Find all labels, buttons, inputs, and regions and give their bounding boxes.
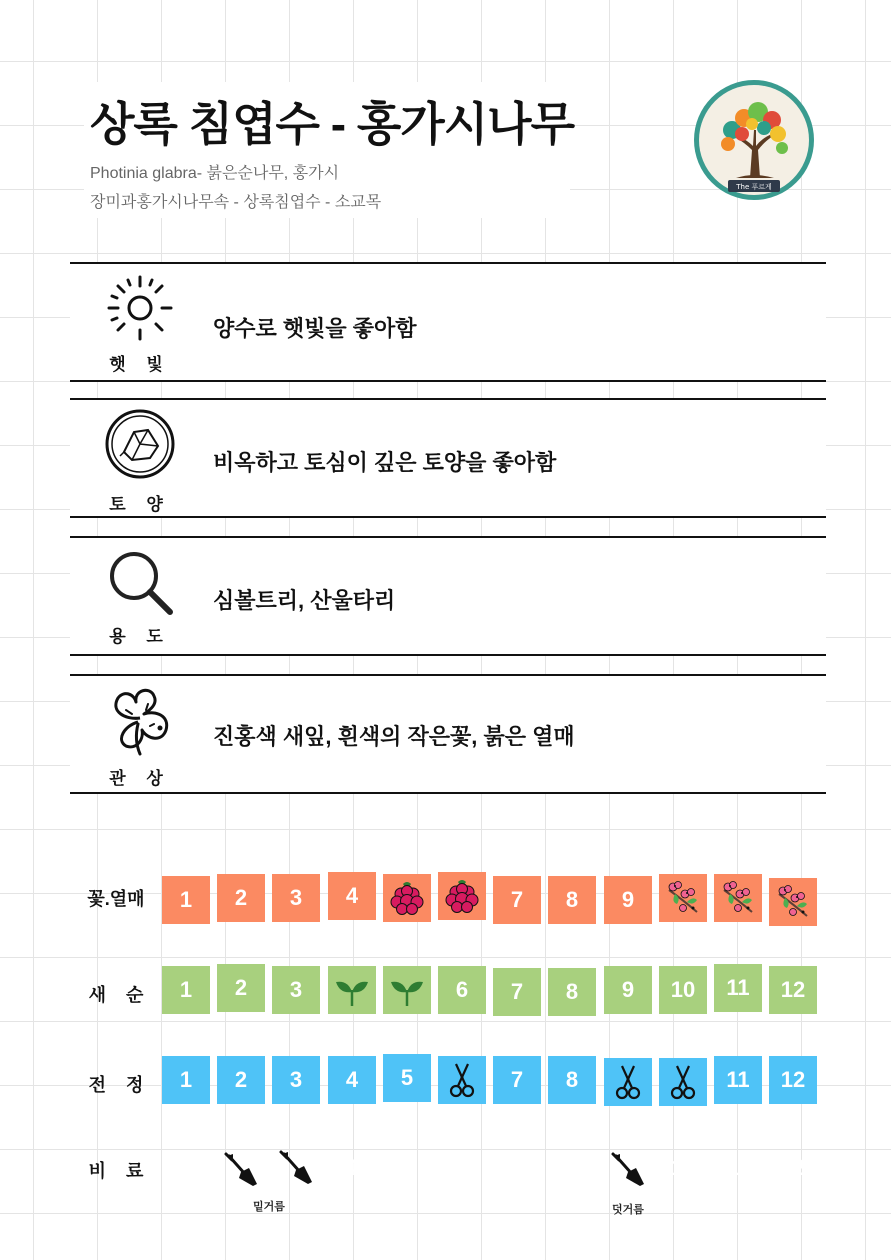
flower-month-10 — [659, 874, 707, 922]
soil-text: 비옥하고 토심이 깊은 토양을 좋아함 — [213, 450, 557, 475]
fertilize-month-9 — [604, 1146, 652, 1194]
fertilize-month-3 — [272, 1144, 320, 1192]
magnifier-icon — [104, 546, 176, 618]
sprout-month-4 — [328, 966, 376, 1014]
fertilize-month-11: 11 — [726, 1155, 750, 1180]
soil-rock-icon — [104, 408, 176, 480]
ornamental-label: 관 상 — [109, 769, 171, 788]
logo-text: The 푸르게 — [736, 183, 772, 191]
flower-month-7: 7 — [493, 876, 541, 924]
fertilize-month-1: 1 — [179, 1155, 193, 1180]
flower-month-8: 8 — [548, 876, 596, 924]
section-soil — [70, 398, 826, 518]
base-fertilizer-note: 밑거름 — [253, 1201, 285, 1213]
sprout-icon — [387, 970, 427, 1010]
sprout-month-7: 7 — [493, 968, 541, 1016]
page-title: 상록 침엽수 - 홍가시나무 — [90, 98, 575, 150]
sprout-month-8: 8 — [548, 968, 596, 1016]
flower-branch-icon — [663, 878, 703, 918]
scissors-icon — [663, 1062, 703, 1102]
prune-month-1: 1 — [162, 1056, 210, 1104]
shovel-icon — [608, 1150, 648, 1190]
row-label-fertilize: 비 료 — [88, 1161, 144, 1181]
sprout-month-10: 10 — [659, 966, 707, 1014]
classification: 장미과홍가시나무속 - 상록침엽수 - 소교목 — [90, 194, 382, 211]
flower-month-12 — [769, 878, 817, 926]
fertilize-month-7: 7 — [510, 1155, 524, 1180]
flower-month-1: 1 — [162, 876, 210, 924]
flower-month-11 — [714, 874, 762, 922]
flower-month-9: 9 — [604, 876, 652, 924]
brand-logo — [692, 78, 816, 202]
prune-month-12: 12 — [769, 1056, 817, 1104]
fertilize-month-2 — [217, 1146, 265, 1194]
section-usage — [70, 536, 826, 656]
fertilize-month-8: 8 — [565, 1155, 579, 1180]
sprout-month-1: 1 — [162, 966, 210, 1014]
sunlight-text: 양수로 햇빛을 좋아함 — [213, 316, 417, 341]
ornamental-text: 진홍색 새잎, 흰색의 작은꽃, 붉은 열매 — [213, 724, 575, 749]
flower-branch-icon — [773, 882, 813, 922]
flower-branch-icon — [718, 878, 758, 918]
sprout-month-2: 2 — [217, 964, 265, 1012]
shovel-icon — [276, 1148, 316, 1188]
prune-month-6 — [438, 1056, 486, 1104]
section-ornamental — [70, 674, 826, 794]
top-dressing-note: 덧거름 — [612, 1204, 644, 1216]
fertilize-month-4: 4 — [345, 1155, 359, 1180]
scientific-name: Photinia glabra- 붉은순나무, 홍가시 — [90, 165, 340, 182]
flower-month-5 — [383, 874, 431, 922]
fertilize-month-6: 6 — [455, 1155, 469, 1180]
clover-icon — [104, 684, 176, 756]
prune-month-10 — [659, 1058, 707, 1106]
fertilize-month-12: 12 — [780, 1155, 806, 1180]
scissors-icon — [442, 1060, 482, 1100]
row-label-flower: 꽃.열매 — [87, 889, 145, 909]
usage-text: 심볼트리, 산울타리 — [213, 588, 396, 613]
row-label-prune: 전 정 — [88, 1075, 144, 1095]
prune-month-8: 8 — [548, 1056, 596, 1104]
flower-month-4: 4 — [328, 872, 376, 920]
shovel-icon — [221, 1150, 261, 1190]
fertilize-month-5: 5 — [400, 1155, 414, 1180]
sprout-icon — [332, 970, 372, 1010]
flower-month-3: 3 — [272, 874, 320, 922]
raspberry-icon — [442, 876, 482, 916]
sun-icon — [104, 272, 176, 344]
prune-month-7: 7 — [493, 1056, 541, 1104]
raspberry-icon — [387, 878, 427, 918]
prune-month-3: 3 — [272, 1056, 320, 1104]
prune-month-4: 4 — [328, 1056, 376, 1104]
prune-month-5: 5 — [383, 1054, 431, 1102]
prune-month-9 — [604, 1058, 652, 1106]
sprout-month-6: 6 — [438, 966, 486, 1014]
sprout-month-12: 12 — [769, 966, 817, 1014]
soil-label: 토 양 — [109, 495, 171, 514]
sprout-month-9: 9 — [604, 966, 652, 1014]
usage-label: 용 도 — [109, 627, 171, 646]
fertilize-month-10: 10 — [670, 1155, 696, 1180]
sprout-month-5 — [383, 966, 431, 1014]
flower-month-6 — [438, 872, 486, 920]
scissors-icon — [608, 1062, 648, 1102]
section-sunlight — [70, 262, 826, 382]
sunlight-label: 햇 빛 — [109, 355, 171, 374]
row-label-sprout: 새 순 — [88, 985, 144, 1005]
sprout-month-3: 3 — [272, 966, 320, 1014]
prune-month-11: 11 — [714, 1056, 762, 1104]
sprout-month-11: 11 — [714, 964, 762, 1012]
prune-month-2: 2 — [217, 1056, 265, 1104]
flower-month-2: 2 — [217, 874, 265, 922]
